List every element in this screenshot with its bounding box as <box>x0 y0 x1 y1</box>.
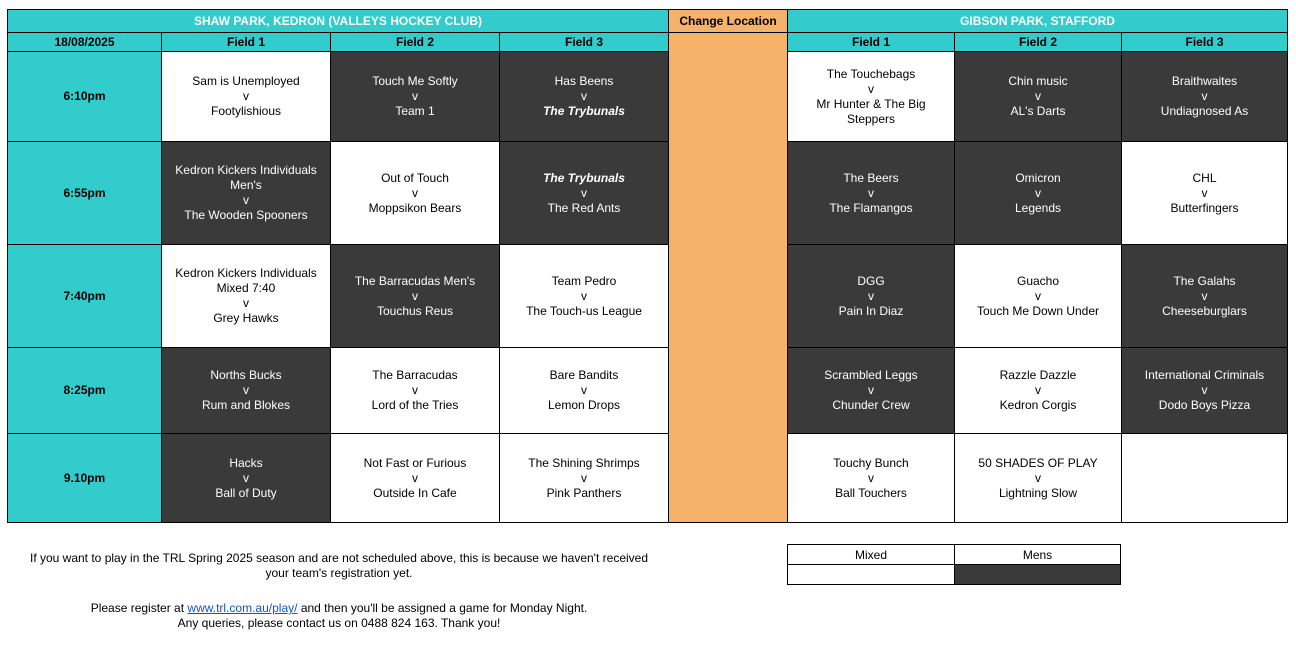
venue-shaw-park: SHAW PARK, KEDRON (VALLEYS HOCKEY CLUB) <box>8 10 669 33</box>
match-cell: Touchy Bunch v Ball Touchers <box>788 434 955 523</box>
match-cell: The Shining Shrimps v Pink Panthers <box>500 434 669 523</box>
time-slot: 7:40pm <box>8 245 162 348</box>
match-cell: The Galahs v Cheeseburglars <box>1122 245 1288 348</box>
match-cell: The Barracudas v Lord of the Tries <box>331 348 500 434</box>
legend-mens-label: Mens <box>955 545 1121 565</box>
match-cell: Norths Bucks v Rum and Blokes <box>162 348 331 434</box>
time-slot: 6:55pm <box>8 142 162 245</box>
legend-mixed-swatch <box>788 565 955 585</box>
match-cell: Razzle Dazzle v Kedron Corgis <box>955 348 1122 434</box>
match-cell: The Beers v The Flamangos <box>788 142 955 245</box>
match-cell: Touch Me Softly v Team 1 <box>331 52 500 142</box>
register-link[interactable]: www.trl.com.au/play/ <box>187 601 298 615</box>
match-cell: 50 SHADES OF PLAY v Lightning Slow <box>955 434 1122 523</box>
match-cell: The Trybunals v The Red Ants <box>500 142 669 245</box>
field-header: Field 1 <box>162 33 331 52</box>
contact-line: Any queries, please contact us on 0488 824 163. Thank you! <box>177 616 501 630</box>
match-cell: The Barracudas Men's v Touchus Reus <box>331 245 500 348</box>
register-line <box>22 601 656 616</box>
venue-gibson-park: GIBSON PARK, STAFFORD <box>788 10 1288 33</box>
legend <box>787 544 1121 585</box>
match-cell: Braithwaites v Undiagnosed As <box>1122 52 1288 142</box>
change-location-header: Change Location <box>669 10 788 33</box>
time-slot: 8:25pm <box>8 348 162 434</box>
match-cell-empty <box>1122 434 1288 523</box>
time-slot-row <box>8 434 1288 523</box>
legend-mixed-label: Mixed <box>788 545 955 565</box>
match-cell: Sam is Unemployed v Footylishious <box>162 52 331 142</box>
field-header: Field 3 <box>500 33 669 52</box>
match-cell: Not Fast or Furious v Outside In Cafe <box>331 434 500 523</box>
time-slot-row <box>8 245 1288 348</box>
match-cell: Chin music v AL's Darts <box>955 52 1122 142</box>
field-header: Field 3 <box>1122 33 1288 52</box>
match-cell: Out of Touch v Moppsikon Bears <box>331 142 500 245</box>
time-slot: 6:10pm <box>8 52 162 142</box>
match-cell: Bare Bandits v Lemon Drops <box>500 348 669 434</box>
time-slot-row <box>8 52 1288 142</box>
match-cell: CHL v Butterfingers <box>1122 142 1288 245</box>
time-slot-row <box>8 348 1288 434</box>
field-header: Field 1 <box>788 33 955 52</box>
match-cell: Scrambled Leggs v Chunder Crew <box>788 348 955 434</box>
field-header: Field 2 <box>955 33 1122 52</box>
match-cell: The Touchebags v Mr Hunter & The Big Steppers <box>788 52 955 142</box>
register-suffix: and then you'll be assigned a game for Monday Night. <box>300 601 588 615</box>
register-prefix: Please register at <box>90 601 185 615</box>
match-cell: International Criminals v Dodo Boys Pizza <box>1122 348 1288 434</box>
match-cell: Kedron Kickers Individuals Men's v The Wooden Spooners <box>162 142 331 245</box>
match-cell: Guacho v Touch Me Down Under <box>955 245 1122 348</box>
match-cell: Team Pedro v The Touch-us League <box>500 245 669 348</box>
time-slot: 9.10pm <box>8 434 162 523</box>
match-cell: DGG v Pain In Diaz <box>788 245 955 348</box>
schedule-date: 18/08/2025 <box>8 33 162 52</box>
time-slot-row <box>8 142 1288 245</box>
registration-notice: If you want to play in the TRL Spring 2025 season and are not scheduled above, this is because we haven't received your team's registration yet. <box>29 551 649 580</box>
change-location-column <box>669 33 788 523</box>
field-header: Field 2 <box>331 33 500 52</box>
match-cell: Kedron Kickers Individuals Mixed 7:40 v Grey Hawks <box>162 245 331 348</box>
match-cell: Hacks v Ball of Duty <box>162 434 331 523</box>
legend-mens-swatch <box>955 565 1121 585</box>
match-cell: Omicron v Legends <box>955 142 1122 245</box>
schedule-grid <box>7 9 1288 523</box>
match-cell: Has Beens v The Trybunals <box>500 52 669 142</box>
